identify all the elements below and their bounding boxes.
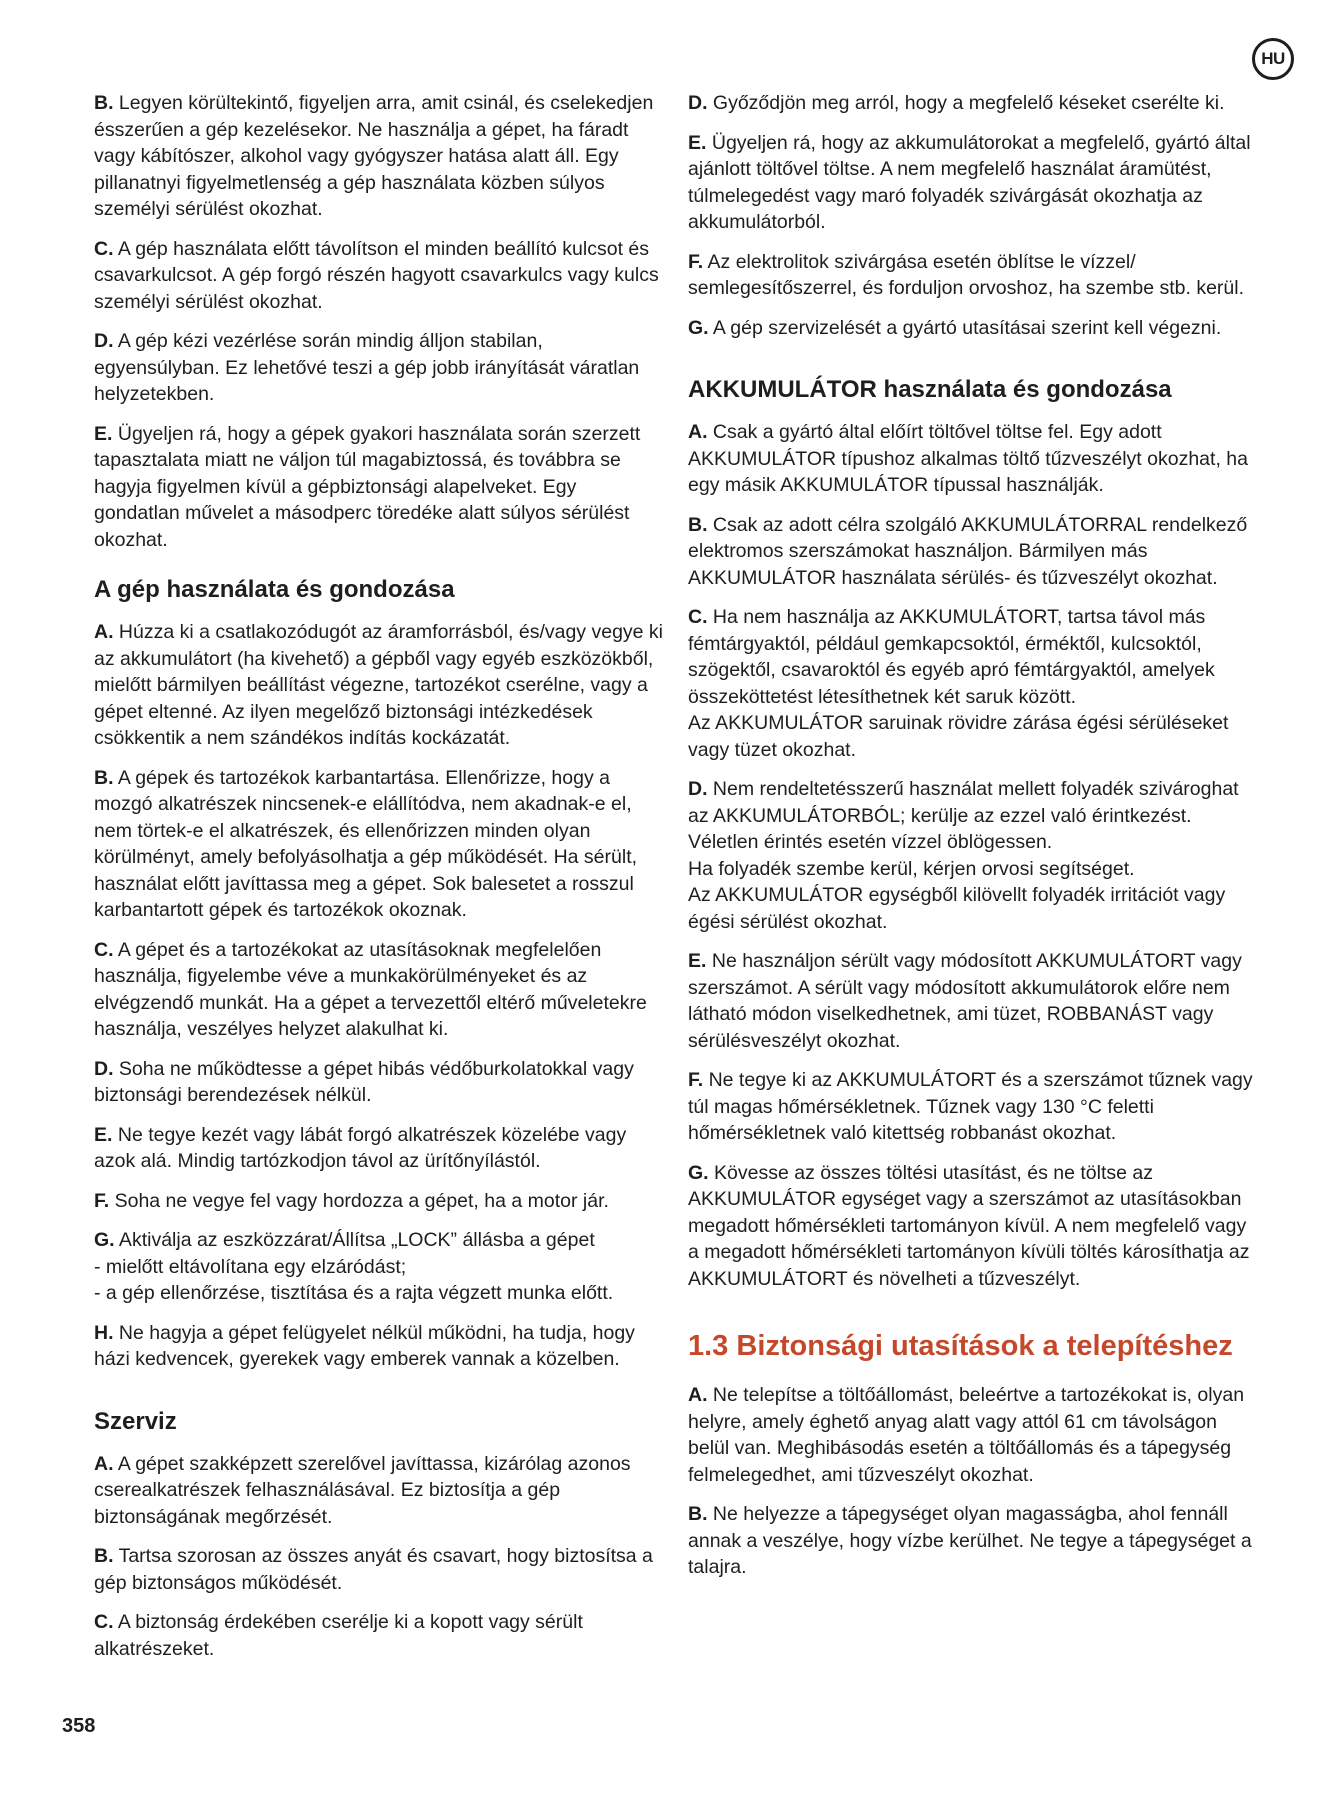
- item-label: E.: [688, 131, 707, 154]
- instruction-paragraph: [688, 1501, 1258, 1581]
- battery-list: [688, 419, 1258, 1292]
- item-text: A gép használata előtt távolítson el minden beállító kulcsot és csavarkulcsot. A gép forgó részén hagyott csavarkulcs vagy kulcs személyi sérülést okozhat.: [94, 237, 659, 313]
- machine-use-list: [94, 619, 664, 1373]
- item-text: Legyen körültekintő, figyeljen arra, amit csinál, és cselekedjen ésszerűen a gép kezelésekor. Ne használja a gépet, ha fáradt vagy kábítószer, alkohol vagy gyógyszer hatása alatt áll. Egy pillanatnyi figyelmetlenség a gép használata közben súlyos személyi sérülést okozhat.: [94, 92, 654, 220]
- item-text: A gépet szakképzett szerelővel javíttassa, kizárólag azonos cserealkatrészek felhasználásával. Ez biztosítja a gép biztonságának megőrzését.: [94, 1452, 631, 1528]
- instruction-paragraph: [94, 1543, 664, 1596]
- instruction-paragraph: [94, 1320, 664, 1373]
- instruction-paragraph: [688, 948, 1258, 1054]
- item-text: A gépek és tartozékok karbantartása. Ellenőrizze, hogy a mozgó alkatrészek nincsenek-e elállítódva, nem akadnak-e el, nem törtek-e el alkatrészek, és ellenőrizzen minden olyan körülményt, amely befolyásolhatja a gép működését. Ha sérült, használat előtt javíttassa meg a gépet. Sok balesetet a rosszul karbantartott gépek és tartozékok okoznak.: [94, 766, 638, 921]
- left-column: [94, 90, 664, 1675]
- right-column: [688, 90, 1258, 1594]
- item-label: A.: [94, 621, 114, 643]
- page-number: 358: [62, 1715, 96, 1737]
- heading-machine-use: A gép használata és gondozása: [94, 576, 455, 603]
- item-label: C.: [94, 1611, 114, 1633]
- item-label: C.: [688, 606, 708, 628]
- item-label: A.: [94, 1452, 114, 1475]
- item-label: F.: [94, 1189, 110, 1212]
- item-label: B.: [94, 1545, 114, 1567]
- item-text: Nem rendeltetésszerű használat mellett folyadék szivároghat az AKKUMULÁTORBÓL; kerülje az ezzel való érintkezést. Véletlen érintés esetén vízzel öblögessen. Ha folyadék szembe kerül, kérjen orvosi segítséget. Az AKKUMULÁTOR egységből kilövellt folyadék irritációt vagy égési sérülést okozhat.: [688, 778, 1239, 933]
- instruction-paragraph: [688, 1067, 1258, 1147]
- installation-list: [688, 1382, 1258, 1581]
- item-text: Tartsa szorosan az összes anyát és csavart, hogy biztosítsa a gép biztonságos működését.: [94, 1545, 653, 1594]
- instruction-paragraph: [688, 512, 1258, 592]
- item-text: Soha ne vegye fel vagy hordozza a gépet, ha a motor jár.: [109, 1189, 609, 1212]
- item-label: G.: [94, 1229, 115, 1251]
- instruction-paragraph: [688, 1382, 1258, 1488]
- service-list: [94, 1451, 664, 1663]
- item-label: A.: [688, 1384, 708, 1406]
- instruction-paragraph: [94, 1609, 664, 1662]
- item-text: Ügyeljen rá, hogy a gépek gyakori használata során szerzett tapasztalata miatt ne váljon túl magabiztossá, és továbbra se hagyja figyelmen kívül a gépbiztonsági alapelveket. Egy gondatlan művelet a másodperc töredéke alatt súlyos sérülést okozhat.: [94, 422, 641, 551]
- instruction-paragraph: [688, 130, 1258, 236]
- instruction-paragraph: [94, 421, 664, 554]
- item-label: F.: [688, 1069, 704, 1091]
- item-label: B.: [94, 766, 114, 789]
- item-label: A.: [688, 421, 708, 443]
- item-label: B.: [94, 92, 114, 114]
- item-label: C.: [94, 938, 114, 961]
- instruction-paragraph: [94, 328, 664, 408]
- item-label: G.: [688, 316, 709, 339]
- instruction-paragraph: [94, 90, 664, 223]
- item-label: D.: [688, 92, 708, 114]
- item-text: A gépet és a tartozékokat az utasításoknak megfelelően használja, figyelembe véve a munkakörülményeket és az elvégzendő munkát. Ha a gépet a tervezettől eltérő műveletekre használja, veszélyes helyzet alakulhat ki.: [94, 938, 647, 1040]
- item-text: A biztonság érdekében cserélje ki a kopott vagy sérült alkatrészeket.: [94, 1611, 583, 1660]
- item-text: A gép szervizelését a gyártó utasításai szerint kell végezni.: [708, 316, 1222, 339]
- instruction-paragraph: [94, 619, 664, 752]
- item-text: A gép kézi vezérlése során mindig álljon stabilan, egyensúlyban. Ez lehetővé teszi a gép jobb irányítását váratlan helyzetekben.: [94, 330, 640, 405]
- right-intro-list: [688, 90, 1258, 341]
- item-text: Ügyeljen rá, hogy az akkumulátorokat a megfelelő, gyártó által ajánlott töltővel töltse. A nem megfelelő használat áramütést, túlmelegedést vagy maró folyadék szivárgását okozhatja az akkumulátorból.: [688, 131, 1251, 233]
- item-label: E.: [688, 950, 707, 972]
- item-text: Csak a gyártó által előírt töltővel töltse fel. Egy adott AKKUMULÁTOR típushoz alkalmas töltő tűzveszélyt okozhat, ha egy másik AKKUMULÁTOR típussal használják.: [688, 421, 1248, 496]
- item-text: Soha ne működtesse a gépet hibás védőburkolatokkal vagy biztonsági berendezések nélkül.: [94, 1057, 634, 1106]
- instruction-paragraph: [94, 236, 664, 316]
- instruction-paragraph: [688, 90, 1258, 117]
- instruction-paragraph: [94, 1227, 664, 1307]
- instruction-paragraph: [688, 315, 1258, 342]
- item-text: Ne hagyja a gépet felügyelet nélkül működni, ha tudja, hogy házi kedvencek, gyerekek vagy emberek vannak a közelben.: [94, 1321, 635, 1370]
- instruction-paragraph: [94, 1188, 664, 1215]
- item-text: Győződjön meg arról, hogy a megfelelő késeket cserélte ki.: [707, 92, 1225, 114]
- instruction-paragraph: [688, 776, 1258, 935]
- item-label: D.: [94, 330, 114, 352]
- section-heading-installation: 1.3 Biztonsági utasítások a telepítéshez: [688, 1330, 1233, 1362]
- item-label: B.: [688, 513, 708, 536]
- item-text: Ne helyezze a tápegységet olyan magasságba, ahol fennáll annak a veszélye, hogy vízbe kerülhet. Ne tegye a tápegységet a talajra.: [688, 1503, 1252, 1578]
- instruction-paragraph: [688, 604, 1258, 763]
- instruction-paragraph: [94, 1451, 664, 1531]
- instruction-paragraph: [94, 765, 664, 924]
- item-text: Kövesse az összes töltési utasítást, és ne töltse az AKKUMULÁTOR egységet vagy a szerszámot az utasításokban megadott hőmérsékleti tartományon kívül. A nem megfelelő vagy a megadott hőmérsékleti tartományon kívüli töltés károsíthatja az AKKUMULÁTORT és növelheti a tűzveszélyt.: [688, 1161, 1250, 1290]
- item-text: Ne tegye ki az AKKUMULÁTORT és a szerszámot tűznek vagy túl magas hőmérsékletnek. Tűznek vagy 130 °C feletti hőmérsékletnek való kitettség robbanást okozhat.: [688, 1069, 1253, 1144]
- heading-battery: AKKUMULÁTOR használata és gondozása: [688, 376, 1172, 403]
- item-label: G.: [688, 1161, 709, 1184]
- item-label: E.: [94, 422, 113, 445]
- item-label: F.: [688, 250, 704, 273]
- item-text: Ha nem használja az AKKUMULÁTORT, tartsa távol más fémtárgyaktól, például gemkapcsoktól, érméktől, kulcsoktól, szögektől, csavaroktól és egyéb apró fémtárgyaktól, amelyek összeköttetést létesíthetnek két saruk között. Az AKKUMULÁTOR saruinak rövidre zárása égési sérüléseket vagy tüzet okozhat.: [688, 606, 1229, 761]
- instruction-paragraph: [94, 1056, 664, 1109]
- item-label: D.: [94, 1057, 114, 1080]
- language-badge: HU: [1252, 38, 1294, 80]
- item-label: E.: [94, 1123, 113, 1146]
- item-text: Ne telepítse a töltőállomást, beleértve a tartozékokat is, olyan helyre, amely éghető anyag alatt vagy attól 61 cm távolságon belül van. Meghibásodás esetén a töltőállomás és a tápegység felmelegedhet, ami tűzveszélyt okozhat.: [688, 1384, 1245, 1486]
- heading-service: Szerviz: [94, 1407, 177, 1435]
- item-text: Ne használjon sérült vagy módosított AKKUMULÁTORT vagy szerszámot. A sérült vagy módosított akkumulátorok előre nem látható módon viselkedhetnek, ami tüzet, ROBBANÁST vagy sérülésveszélyt okozhat.: [688, 950, 1242, 1052]
- item-label: B.: [688, 1503, 708, 1525]
- left-intro-list: [94, 90, 664, 553]
- item-label: D.: [688, 778, 708, 800]
- item-text: Aktiválja az eszközzárat/Állítsa „LOCK” állásba a gépet - mielőtt eltávolítana egy elzáródást; - a gép ellenőrzése, tisztítása és a rajta végzett munka előtt.: [94, 1229, 614, 1304]
- item-label: H.: [94, 1321, 114, 1344]
- item-text: Csak az adott célra szolgáló AKKUMULÁTORRAL rendelkező elektromos szerszámokat használjon. Bármilyen más AKKUMULÁTOR használata sérülés- és tűzveszélyt okozhat.: [688, 513, 1248, 589]
- instruction-paragraph: [688, 419, 1258, 499]
- instruction-paragraph: [94, 1122, 664, 1175]
- item-text: Ne tegye kezét vagy lábát forgó alkatrészek közelébe vagy azok alá. Mindig tartózkodjon távol az ürítőnyílástól.: [94, 1123, 627, 1172]
- item-label: C.: [94, 237, 114, 260]
- item-text: Az elektrolitok szivárgása esetén öblítse le vízzel/ semlegesítőszerrel, és forduljon orvoshoz, ha szembe stb. kerül.: [688, 250, 1245, 299]
- instruction-paragraph: [688, 1160, 1258, 1293]
- instruction-paragraph: [94, 937, 664, 1043]
- item-text: Húzza ki a csatlakozódugót az áramforrásból, és/vagy vegye ki az akkumulátort (ha kivehető) a gépből vagy egyéb eszközökből, mielőtt bármilyen beállítást végezne, tartozékot cserélne, vagy a gépet eltenné. Az ilyen megelőző biztonsági intézkedések csökkentik a nem szándékos indítás kockázatát.: [94, 621, 664, 749]
- instruction-paragraph: [688, 249, 1258, 302]
